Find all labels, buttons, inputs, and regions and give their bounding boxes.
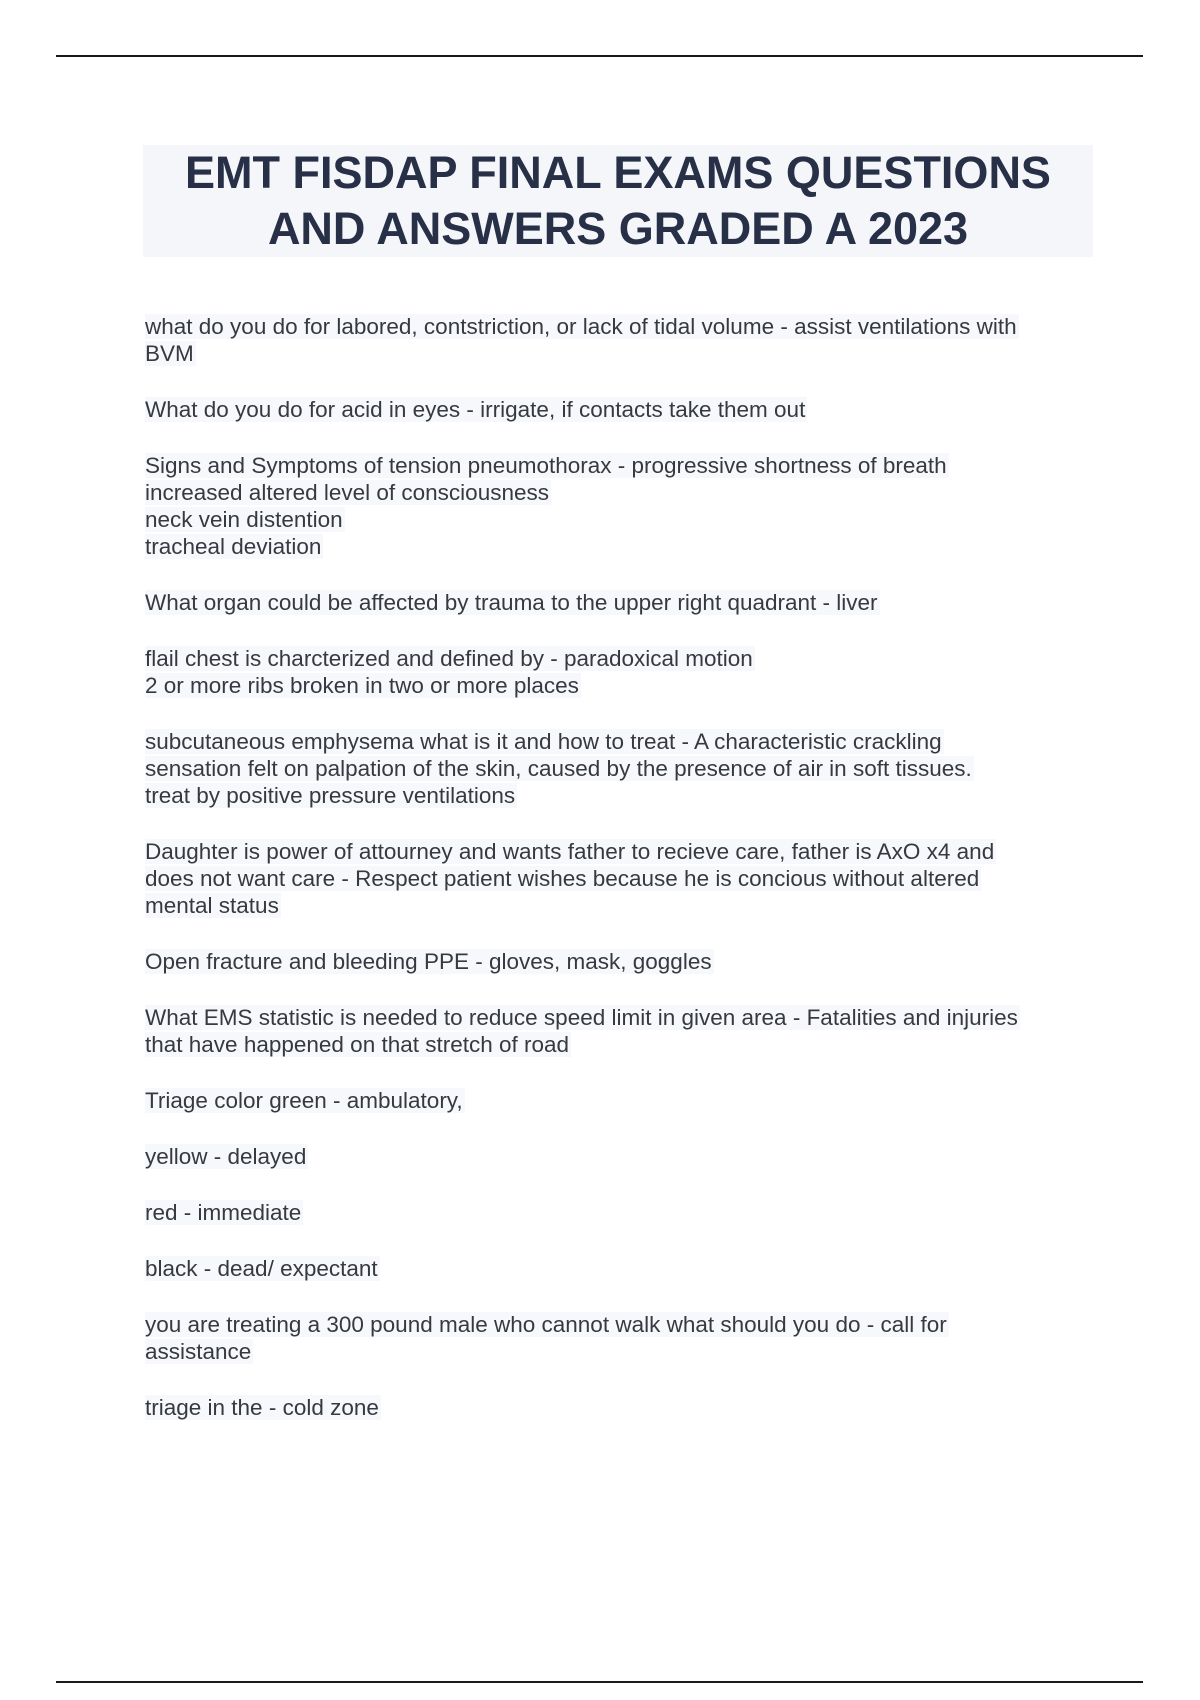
qa-entry (145, 1143, 1095, 1170)
qa-text: mental status (145, 893, 279, 918)
qa-text: what do you do for labored, contstriction, or lack of tidal volume - assist ventilations with (145, 314, 1017, 339)
qa-entry (145, 1311, 1095, 1365)
qa-text: assistance (145, 1339, 252, 1364)
qa-text: triage in the - cold zone (145, 1395, 379, 1420)
qa-line (145, 755, 1095, 782)
qa-line (145, 452, 1095, 479)
qa-list (145, 313, 1095, 1450)
qa-text: subcutaneous emphysema what is it and how to treat - A characteristic crackling (145, 729, 942, 754)
qa-text: neck vein distention (145, 507, 343, 532)
qa-line (145, 313, 1095, 340)
qa-line (145, 340, 1095, 367)
document-title (143, 145, 1093, 257)
qa-entry (145, 313, 1095, 367)
qa-text: Daughter is power of attourney and wants father to recieve care, father is AxO x4 and (145, 839, 995, 864)
qa-line (145, 1394, 1095, 1421)
qa-line (145, 728, 1095, 755)
qa-line (145, 533, 1095, 560)
qa-line (145, 645, 1095, 672)
qa-text: What EMS statistic is needed to reduce speed limit in given area - Fatalities and injuries (145, 1005, 1018, 1030)
qa-entry (145, 1199, 1095, 1226)
qa-entry (145, 838, 1095, 919)
qa-text: red - immediate (145, 1200, 302, 1225)
qa-entry (145, 1087, 1095, 1114)
qa-entry (145, 948, 1095, 975)
qa-text: sensation felt on palpation of the skin, caused by the presence of air in soft tissues. (145, 756, 972, 781)
qa-text: Triage color green - ambulatory, (145, 1088, 463, 1113)
qa-line (145, 1004, 1095, 1031)
top-rule (56, 55, 1143, 57)
qa-text: black - dead/ expectant (145, 1256, 378, 1281)
qa-line (145, 892, 1095, 919)
title-line-1: EMT FISDAP FINAL EXAMS QUESTIONS (185, 147, 1051, 198)
qa-line (145, 782, 1095, 809)
qa-line (145, 1087, 1095, 1114)
qa-text: that have happened on that stretch of road (145, 1032, 570, 1057)
qa-text: tracheal deviation (145, 534, 322, 559)
qa-line (145, 838, 1095, 865)
qa-line (145, 1199, 1095, 1226)
qa-text: treat by positive pressure ventilations (145, 783, 516, 808)
qa-entry (145, 645, 1095, 699)
qa-text: Signs and Symptoms of tension pneumothorax - progressive shortness of breath (145, 453, 947, 478)
qa-entry (145, 452, 1095, 560)
qa-line (145, 589, 1095, 616)
qa-line (145, 1143, 1095, 1170)
title-line-2: AND ANSWERS GRADED A 2023 (267, 203, 969, 254)
qa-line (145, 865, 1095, 892)
qa-text: Open fracture and bleeding PPE - gloves, mask, goggles (145, 949, 712, 974)
qa-text: BVM (145, 341, 194, 366)
qa-text: What do you do for acid in eyes - irrigate, if contacts take them out (145, 397, 806, 422)
qa-line (145, 1031, 1095, 1058)
qa-entry (145, 1004, 1095, 1058)
qa-text: does not want care - Respect patient wishes because he is concious without altered (145, 866, 980, 891)
qa-line (145, 672, 1095, 699)
qa-line (145, 506, 1095, 533)
qa-text: flail chest is charcterized and defined by - paradoxical motion (145, 646, 753, 671)
qa-entry (145, 396, 1095, 423)
bottom-rule (56, 1681, 1143, 1683)
qa-entry (145, 728, 1095, 809)
qa-entry (145, 1394, 1095, 1421)
qa-entry (145, 589, 1095, 616)
qa-line (145, 1311, 1095, 1338)
qa-text: increased altered level of consciousness (145, 480, 549, 505)
qa-line (145, 479, 1095, 506)
qa-line (145, 1255, 1095, 1282)
qa-entry (145, 1255, 1095, 1282)
qa-text: 2 or more ribs broken in two or more places (145, 673, 579, 698)
qa-text: you are treating a 300 pound male who cannot walk what should you do - call for (145, 1312, 947, 1337)
qa-text: yellow - delayed (145, 1144, 307, 1169)
qa-line (145, 396, 1095, 423)
qa-line (145, 948, 1095, 975)
qa-text: What organ could be affected by trauma to the upper right quadrant - liver (145, 590, 878, 615)
qa-line (145, 1338, 1095, 1365)
